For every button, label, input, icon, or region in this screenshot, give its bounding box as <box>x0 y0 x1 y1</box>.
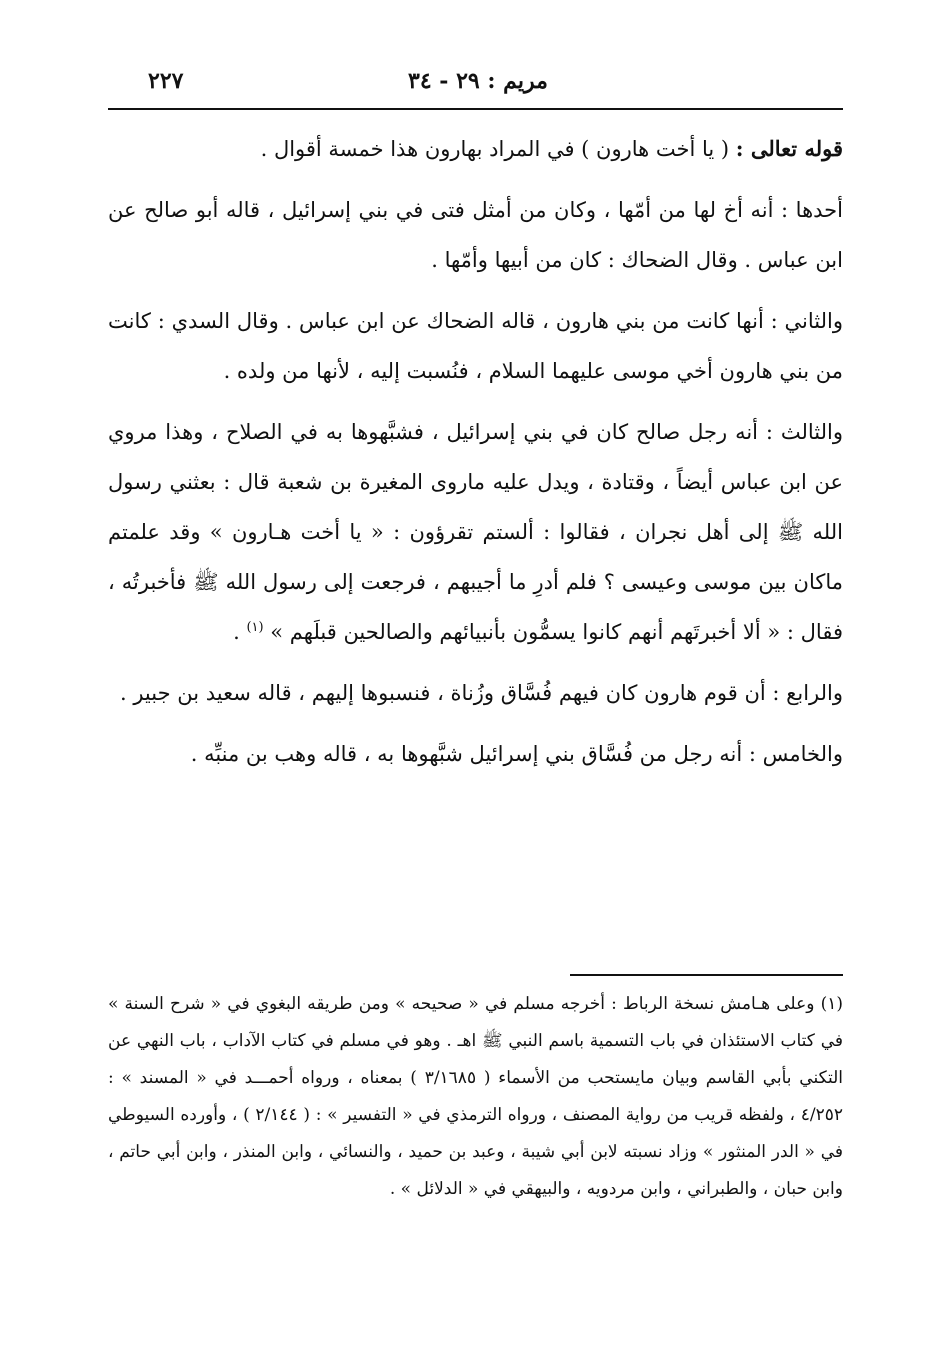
footnotes <box>108 986 843 1219</box>
paragraph-second-opinion: والثاني : أنها كانت من بني هارون ، قاله الضحاك عن ابن عباس . وقال السدي : كانت من بني هارون أخي موسى عليهما السلام ، فنُسبت إليه ، لأنها من ولده . <box>108 309 843 383</box>
page-number: ٢٢٧ <box>148 68 184 94</box>
paragraph-third-opinion-text: والثالث : أنه رجل صالح كان في بني إسرائيل ، فشبَّهوها به في الصلاح ، وهذا مروي عن ابن عباس أيضاً ، وقتادة ، ويدل عليه ماروى المغيرة بن شعبة قال : بعثني رسول الله ﷺ إلى أهل نجران ، فقالوا : ألستم تقرؤون : « يا أخت هـارون » وقد علمتم ماكان بين موسى وعيسى ؟ فلم أدرِ ما أجيبهم ، فرجعت إلى رسول الله ﷺ فأخبرتُه ، فقال : « ألا أخبرتَهم أنهم كانوا يسمُّون بأنبيائهم والصالحين قبلَهم » <box>108 420 843 644</box>
paragraph-first-opinion: أحدها : أنه أخ لها من أمّها ، وكان من أمثل فتى في بني إسرائيل ، قاله أبو صالح عن ابن عباس . وقال الضحاك : كان من أبيها وأمّها . <box>108 198 843 272</box>
paragraph-intro-text: ( يا أخت هارون ) في المراد بهارون هذا خمسة أقوال . <box>260 137 736 161</box>
running-title: مريم : ٢٩ - ٣٤ <box>408 68 548 94</box>
footnote-number: (١) <box>820 994 843 1014</box>
verse-lead: قوله تعالى : <box>735 136 843 161</box>
paragraph-intro <box>108 124 843 174</box>
paragraph-third-opinion-end: . <box>233 620 247 644</box>
paragraph-fourth-opinion: والرابع : أن قوم هارون كان فيهم فُسَّاق وزُناة ، فنسبوها إليهم ، قاله سعيد بن جبير . <box>119 681 843 705</box>
main-text <box>108 124 843 790</box>
footnote-rule <box>570 974 843 976</box>
page-header <box>108 68 843 108</box>
header-rule <box>108 108 843 110</box>
footnote-1 <box>108 986 843 1208</box>
paragraph-fifth-opinion: والخامس : أنه رجل من فُسَّاق بني إسرائيل شبَّهوها به ، قاله وهب بن منبِّه . <box>190 742 843 766</box>
paragraph-third-opinion <box>108 407 843 657</box>
footnote-reference[interactable]: (١) <box>246 620 264 635</box>
footnote-text: وعلى هـامش نسخة الرباط : أخرجه مسلم في « صحيحه » ومن طريقه البغوي في « شرح السنة » في كتاب الاستئذان في باب التسمية باسم النبي ﷺ اهـ . وهو في مسلم في كتاب الآداب ، باب النهي عن التكني بأبي القاسم وبيان مايستحب من الأسماء ( ٣/١٦٨٥ ) بمعناه ، ورواه أحمـــد في « المسند » : ٤/٢٥٢ ، ولفظه قريب من رواية المصنف ، ورواه الترمذي في « التفسير » : ( ٢/١٤٤ ) ، وأورده السيوطي في « الدر المنثور » وزاد نسبته لابن أبي شيبة ، وعبد بن حميد ، والنسائي ، وابن المنذر ، وابن أبي حاتم ، وابن حبان ، والطبراني ، وابن مردويه ، والبيهقي في « الدلائل » . <box>108 994 844 1199</box>
